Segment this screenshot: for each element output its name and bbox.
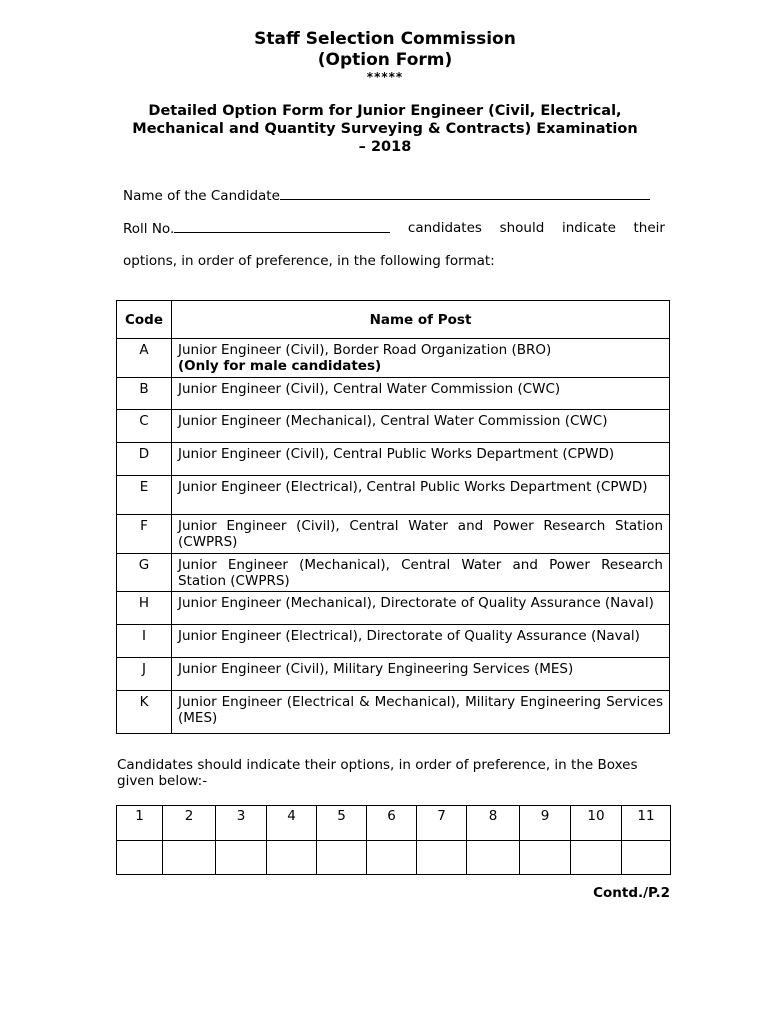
roll-suffix-word: indicate <box>561 220 616 236</box>
roll-suffix-word: candidates <box>407 220 482 236</box>
subtitle-line: Mechanical and Quantity Surveying & Contracts) Examination <box>132 121 638 137</box>
preference-number: 10 <box>571 806 622 841</box>
post-name: Junior Engineer (Mechanical), Central Water Commission (CWC) <box>172 410 670 443</box>
subtitle-line: Detailed Option Form for Junior Engineer (Civil, Electrical, <box>148 103 622 119</box>
post-name: Junior Engineer (Mechanical), Directorate of Quality Assurance (Naval) <box>172 592 670 625</box>
continued-note: Contd./P.2 <box>593 885 670 901</box>
table-row <box>117 339 670 378</box>
instruction-continuation: options, in order of preference, in the following format: <box>123 253 495 269</box>
table-row <box>117 443 670 476</box>
preference-entry-row <box>117 841 671 875</box>
table-row <box>117 691 670 734</box>
preference-number: 5 <box>317 806 367 841</box>
preference-box[interactable] <box>571 841 622 875</box>
roll-number-row <box>123 220 665 237</box>
org-title: Staff Selection Commission <box>254 29 516 49</box>
code-column-header: Code <box>117 301 172 339</box>
preference-number: 6 <box>367 806 417 841</box>
preference-number: 7 <box>417 806 467 841</box>
preference-number: 4 <box>267 806 317 841</box>
preference-box[interactable] <box>520 841 571 875</box>
table-row <box>117 410 670 443</box>
preference-number: 2 <box>163 806 216 841</box>
post-code: C <box>117 410 172 443</box>
preference-instruction: Candidates should indicate their options, in order of preference, in the Boxes given below:- <box>117 757 638 789</box>
roll-suffix-word: should <box>499 220 545 236</box>
post-note: (Only for male candidates) <box>178 358 382 374</box>
preference-box[interactable] <box>117 841 163 875</box>
posts-table <box>116 300 670 734</box>
post-name: Junior Engineer (Civil), Central Water Commission (CWC) <box>172 378 670 410</box>
post-code: K <box>117 691 172 734</box>
preference-number: 8 <box>467 806 520 841</box>
table-row <box>117 658 670 691</box>
post-code: A <box>117 339 172 378</box>
roll-suffix-word: their <box>633 220 665 236</box>
subtitle-line: – 2018 <box>358 139 412 155</box>
post-code: G <box>117 554 172 592</box>
preference-number: 11 <box>622 806 671 841</box>
preference-box[interactable] <box>267 841 317 875</box>
roll-number-label: Roll No. <box>123 221 175 237</box>
table-row <box>117 625 670 658</box>
stars-separator: ***** <box>366 70 404 84</box>
preference-box[interactable] <box>367 841 417 875</box>
exam-subtitle <box>100 102 670 156</box>
post-name: Junior Engineer (Civil), Central Water and Power Research Station (CWPRS) <box>172 515 670 554</box>
post-code: B <box>117 378 172 410</box>
post-code: D <box>117 443 172 476</box>
post-name: Junior Engineer (Electrical & Mechanical), Military Engineering Services (MES) <box>172 691 670 734</box>
preference-box[interactable] <box>467 841 520 875</box>
candidate-name-field[interactable] <box>280 187 650 200</box>
post-name: Junior Engineer (Civil), Border Road Organization (BRO) <box>178 342 552 358</box>
table-row <box>117 476 670 515</box>
post-code: J <box>117 658 172 691</box>
preference-box[interactable] <box>417 841 467 875</box>
post-code: H <box>117 592 172 625</box>
post-code: F <box>117 515 172 554</box>
post-name: Junior Engineer (Electrical), Directorate of Quality Assurance (Naval) <box>172 625 670 658</box>
candidate-name-label: Name of the Candidate <box>123 188 280 204</box>
roll-number-field[interactable] <box>174 220 390 233</box>
table-row <box>117 378 670 410</box>
post-column-header: Name of Post <box>172 301 670 339</box>
preference-box[interactable] <box>216 841 267 875</box>
post-name-cell <box>172 339 670 378</box>
preference-box[interactable] <box>163 841 216 875</box>
table-row <box>117 515 670 554</box>
posts-table-header <box>117 301 670 339</box>
post-name: Junior Engineer (Civil), Military Engineering Services (MES) <box>172 658 670 691</box>
candidate-name-row <box>123 187 650 204</box>
post-name: Junior Engineer (Civil), Central Public Works Department (CPWD) <box>172 443 670 476</box>
preference-number-row <box>117 806 671 841</box>
preference-number: 9 <box>520 806 571 841</box>
table-row <box>117 592 670 625</box>
post-name: Junior Engineer (Mechanical), Central Water and Power Research Station (CWPRS) <box>172 554 670 592</box>
post-name: Junior Engineer (Electrical), Central Public Works Department (CPWD) <box>172 476 670 515</box>
preference-number: 1 <box>117 806 163 841</box>
preference-box[interactable] <box>317 841 367 875</box>
post-code: E <box>117 476 172 515</box>
form-title: (Option Form) <box>317 50 453 70</box>
preference-box[interactable] <box>622 841 671 875</box>
roll-number-group <box>123 220 390 237</box>
post-code: I <box>117 625 172 658</box>
preference-number: 3 <box>216 806 267 841</box>
table-row <box>117 554 670 592</box>
preference-boxes-table <box>116 805 671 875</box>
